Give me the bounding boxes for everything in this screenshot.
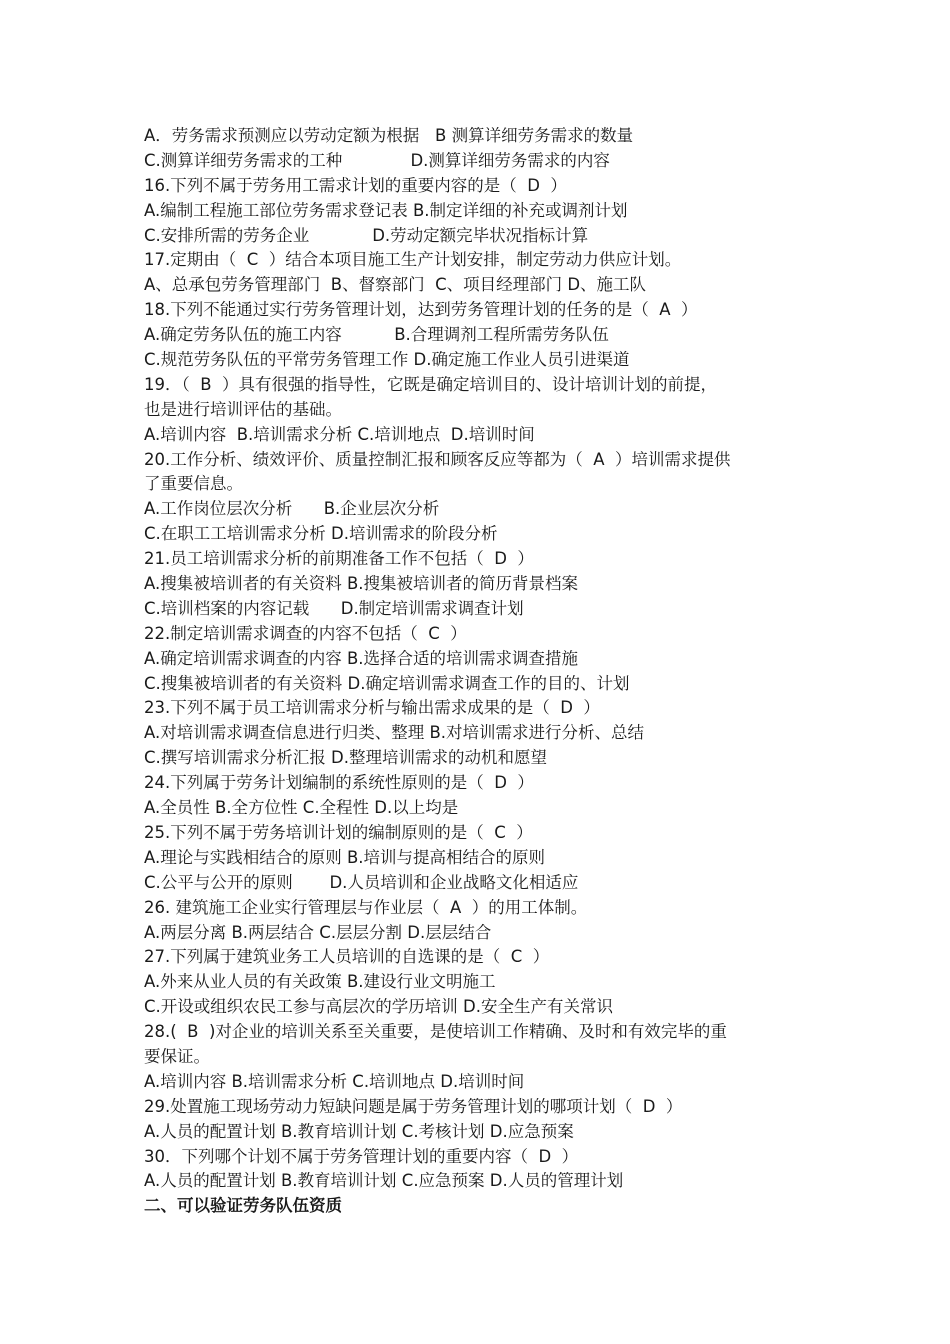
text-line: A.确定培训需求调查的内容 B.选择合适的培训需求调查措施 <box>144 648 579 668</box>
text-line: 23.下列不属于员工培训需求分析与输出需求成果的是（ D ） <box>144 698 600 718</box>
text-line: A．劳务需求预测应以劳动定额为根据 B 测算详细劳务需求的数量 <box>144 126 634 145</box>
text-line: 也是进行培训评估的基础。 <box>144 399 342 419</box>
text-line: A.编制工程施工部位劳务需求登记表 B.制定详细的补充或调剂计划 <box>144 200 628 220</box>
text-line: 18.下列不能通过实行劳务管理计划，达到劳务管理计划的任务的是（ A ） <box>144 300 698 320</box>
text-line: C.开设或组织农民工参与高层次的学历培训 D.安全生产有关常识 <box>144 997 613 1017</box>
text-line: 28.( B )对企业的培训关系至关重要，是使培训工作精确、及时和有效完毕的重 <box>144 1022 727 1042</box>
text-line: 26. 建筑施工企业实行管理层与作业层（ A ）的用工体制。 <box>144 897 588 917</box>
text-line: 27.下列属于建筑业务工人员培训的自选课的是（ C ） <box>144 947 550 967</box>
text-line: C.安排所需的劳务企业 D.劳动定额完毕状况指标计算 <box>144 225 589 245</box>
text-line: A.培训内容 B.培训需求分析 C.培训地点 D.培训时间 <box>144 1071 525 1091</box>
text-line: A.外来从业人员的有关政策 B.建设行业文明施工 <box>144 972 496 992</box>
text-line: 17.定期由（ C ）结合本项目施工生产计划安排，制定劳动力供应计划。 <box>144 250 682 270</box>
text-line: 20.工作分析、绩效评价、质量控制汇报和顾客反应等都为（ A ）培训需求提供 <box>144 449 731 469</box>
text-line: C.规范劳务队伍的平常劳务管理工作 D.确定施工作业人员引进渠道 <box>144 350 630 370</box>
section-heading: 二、可以验证劳务队伍资质 <box>144 1196 342 1216</box>
text-line: 29.处置施工现场劳动力短缺问题是属于劳务管理计划的哪项计划（ D ） <box>144 1096 683 1116</box>
text-line: C.在职工工培训需求分析 D.培训需求的阶段分析 <box>144 524 498 544</box>
text-line: C.培训档案的内容记载 D.制定培训需求调查计划 <box>144 598 524 618</box>
text-line: 了重要信息。 <box>144 474 243 494</box>
text-line: A.理论与实践相结合的原则 B.培训与提高相结合的原则 <box>144 847 546 867</box>
text-line: A.全员性 B.全方位性 C.全程性 D.以上均是 <box>144 798 459 818</box>
text-line: A.确定劳务队伍的施工内容 B.合理调剂工程所需劳务队伍 <box>144 325 609 345</box>
text-line: A.对培训需求调查信息进行归类、整理 B.对培训需求进行分析、总结 <box>144 723 645 743</box>
text-line: C.公平与公开的原则 D.人员培训和企业战略文化相适应 <box>144 872 579 892</box>
text-line: C.测算详细劳务需求的工种 D.测算详细劳务需求的内容 <box>144 150 610 170</box>
text-line: 21.员工培训需求分析的前期准备工作不包括（ D ） <box>144 549 534 569</box>
text-line: 25.下列不属于劳务培训计划的编制原则的是（ C ） <box>144 822 533 842</box>
document-body <box>144 124 804 1219</box>
text-line: A.两层分离 B.两层结合 C.层层分割 D.层层结合 <box>144 922 492 942</box>
text-line: C.搜集被培训者的有关资料 D.确定培训需求调查工作的目的、计划 <box>144 673 630 693</box>
text-line: 30．下列哪个计划不属于劳务管理计划的重要内容（ D ） <box>144 1146 579 1166</box>
text-line: A.工作岗位层次分析 B.企业层次分析 <box>144 499 440 519</box>
text-line: 16.下列不属于劳务用工需求计划的重要内容的是（ D ） <box>144 175 567 195</box>
text-line: A.搜集被培训者的有关资料 B.搜集被培训者的简历背景档案 <box>144 574 579 594</box>
text-line: 24.下列属于劳务计划编制的系统性原则的是（ D ） <box>144 773 534 793</box>
text-line: 19．（ B ）具有很强的指导性，它既是确定培训目的、设计培训计划的前提， <box>144 374 718 394</box>
text-line: A.人员的配置计划 B.教育培训计划 C.考核计划 D.应急预案 <box>144 1121 574 1141</box>
text-line: 22.制定培训需求调查的内容不包括（ C ） <box>144 623 467 643</box>
text-line: A.人员的配置计划 B.教育培训计划 C.应急预案 D.人员的管理计划 <box>144 1171 624 1191</box>
text-line: A、总承包劳务管理部门 B、督察部门 C、项目经理部门 D、施工队 <box>144 275 647 295</box>
text-line: 要保证。 <box>144 1046 210 1066</box>
text-line: A.培训内容 B.培训需求分析 C.培训地点 D.培训时间 <box>144 424 535 444</box>
text-line: C.撰写培训需求分析汇报 D.整理培训需求的动机和愿望 <box>144 748 547 768</box>
